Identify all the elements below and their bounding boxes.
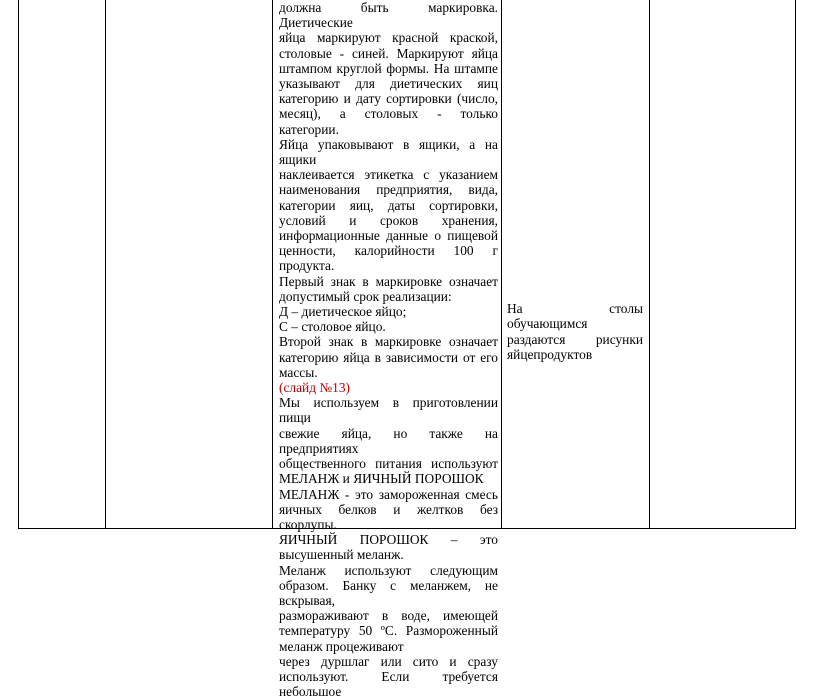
text-line: свежие яйца, но также на предприятиях bbox=[279, 425, 498, 456]
text-line: указывают для диетических яиц bbox=[279, 76, 498, 92]
text-line: категории яиц, даты сортировки, bbox=[279, 197, 498, 213]
table-column-divider bbox=[649, 0, 650, 528]
text-line: Первый знак в маркировке означает bbox=[279, 273, 498, 289]
text-line: информационные данные о пищевой bbox=[279, 228, 498, 244]
text-line: через дуршлаг или сито и сразу bbox=[279, 653, 498, 669]
table-border-left bbox=[18, 0, 19, 528]
text-line: МЕЛАНЖ и ЯИЧНЫЙ ПОРОШОК bbox=[279, 471, 484, 487]
text-line: штампом круглой формы. На штампе bbox=[279, 60, 498, 76]
text-line: МЕЛАНЖ - это замороженная смесь bbox=[279, 486, 498, 502]
text-line: наименования предприятия, вида, bbox=[279, 182, 498, 198]
text-line: общественного питания используют bbox=[279, 456, 498, 472]
note-line: На столы обучающимся bbox=[507, 301, 643, 332]
text-line: меланж процеживают bbox=[279, 638, 404, 654]
table-column-divider bbox=[501, 0, 502, 528]
text-line: образом. Банку с меланжем, не вскрывая, bbox=[279, 577, 498, 608]
text-line: Второй знак в маркировке означает bbox=[279, 334, 498, 350]
text-line: наклеивается этикетка с указанием bbox=[279, 167, 498, 183]
text-line: Меланж используют следующим bbox=[279, 562, 498, 578]
table-column-divider bbox=[105, 0, 106, 528]
text-line: категорию и дату сортировки (число, bbox=[279, 91, 498, 107]
text-line: высушенный меланж. bbox=[279, 547, 404, 563]
text-line: ценности, калорийности 100 г продукта. bbox=[279, 243, 498, 274]
text-line: Яйца упаковывают в ящики, а на ящики bbox=[279, 136, 498, 168]
text-line: яйца маркируют красной краской, bbox=[279, 30, 498, 46]
text-line: должна быть маркировка. Диетические bbox=[279, 0, 498, 31]
text-line: допустимый срок реализации: bbox=[279, 288, 452, 304]
text-line: Д – диетическое яйцо; bbox=[279, 304, 407, 320]
student-activity-cell bbox=[507, 301, 643, 363]
text-line: ЯИЧНЫЙ ПОРОШОК – это bbox=[279, 532, 498, 548]
text-line: столовые - синей. Маркируют яйца bbox=[279, 45, 498, 61]
table-column-divider bbox=[272, 0, 273, 528]
lesson-content-cell bbox=[279, 0, 498, 699]
text-line: массы. bbox=[279, 364, 318, 380]
table-border-right bbox=[795, 0, 796, 528]
text-line: яичных белков и желтков без скорлупы. bbox=[279, 501, 498, 532]
text-line: условий и сроков хранения, bbox=[279, 212, 498, 228]
text-line: С – столовое яйцо. bbox=[279, 319, 386, 335]
text-line: температуру 50 ºC. Размороженный bbox=[279, 623, 498, 639]
slide-reference: (слайд №13) bbox=[279, 380, 350, 396]
text-line: Мы используем в приготовлении пищи bbox=[279, 395, 498, 426]
text-line: категорию яйца в зависимости от его bbox=[279, 349, 498, 365]
text-line: размораживают в воде, имеющей bbox=[279, 608, 498, 624]
note-line: раздаются рисунки bbox=[507, 331, 643, 347]
text-line: используют. Если требуется небольшое bbox=[279, 668, 498, 699]
text-line: месяц), а столовых - только категории. bbox=[279, 106, 498, 137]
note-line: яйцепродуктов bbox=[507, 347, 593, 363]
